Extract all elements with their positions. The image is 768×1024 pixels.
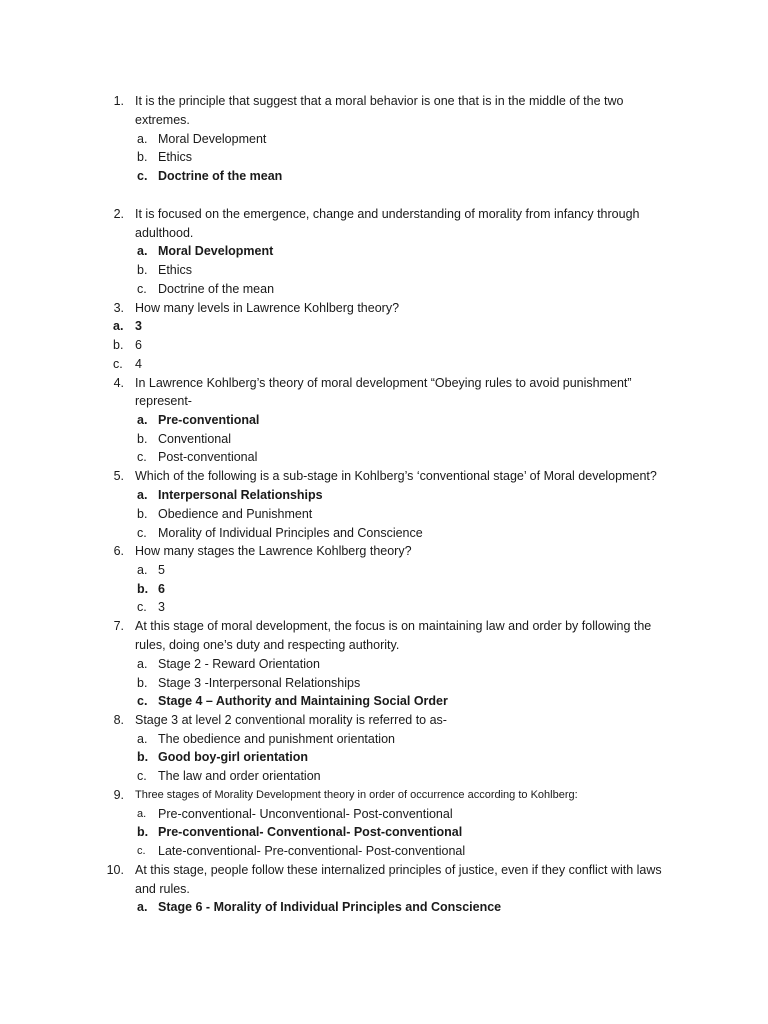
question-9-option-letter: a. [137, 808, 147, 820]
question-7-option-c: Stage 4 – Authority and Maintaining Social Order [158, 694, 448, 708]
question-4-option-letter: a. [137, 413, 148, 427]
question-3-option-a: 3 [135, 319, 142, 333]
question-9-text-line: Three stages of Morality Development theory in order of occurrence according to Kohlberg: [135, 789, 578, 801]
question-2-text-line: It is focused on the emergence, change and understanding of morality from infancy through [135, 207, 640, 221]
question-6-option-letter: a. [137, 563, 148, 577]
question-4-option-letter: b. [137, 432, 148, 446]
question-8-text-line: Stage 3 at level 2 conventional morality is referred to as- [135, 713, 447, 727]
question-6-text-line: How many stages the Lawrence Kohlberg theory? [135, 544, 412, 558]
question-1-number: 1. [113, 94, 124, 108]
question-2-number: 2. [113, 207, 124, 221]
question-3-option-letter: b. [113, 338, 124, 352]
question-1-option-letter: a. [137, 132, 148, 146]
question-8-option-letter: a. [137, 732, 148, 746]
question-9-option-b: Pre-conventional- Conventional- Post-conventional [158, 825, 463, 839]
question-4-text-line: In Lawrence Kohlberg’s theory of moral development “Obeying rules to avoid punishment” [135, 376, 632, 390]
question-5-option-letter: a. [137, 488, 148, 502]
question-7-text-line: rules, doing one’s duty and respecting authority. [135, 638, 400, 652]
question-4-option-letter: c. [137, 450, 147, 464]
question-1-option-letter: c. [137, 169, 148, 183]
question-10-option-a: Stage 6 - Morality of Individual Principles and Conscience [158, 900, 502, 914]
question-4-option-c: Post-conventional [158, 450, 258, 464]
question-10-text-line: and rules. [135, 882, 190, 896]
question-5-option-letter: b. [137, 507, 148, 521]
question-7-option-letter: c. [137, 694, 148, 708]
question-2-option-letter: b. [137, 263, 148, 277]
question-2-option-letter: c. [137, 282, 147, 296]
question-10-text-line: At this stage, people follow these internalized principles of justice, even if they conflict with laws [135, 863, 662, 877]
question-7-option-letter: b. [137, 676, 148, 690]
question-5-option-b: Obedience and Punishment [158, 507, 313, 521]
question-9-option-a: Pre-conventional- Unconventional- Post-conventional [158, 807, 453, 821]
question-1-text-line: It is the principle that suggest that a moral behavior is one that is in the middle of the two [135, 94, 624, 108]
question-4-option-a: Pre-conventional [158, 413, 260, 427]
question-2-option-letter: a. [137, 244, 148, 258]
question-8-option-b: Good boy-girl orientation [158, 750, 308, 764]
question-6-option-a: 5 [158, 563, 165, 577]
question-7-number: 7. [113, 619, 124, 633]
question-8-option-c: The law and order orientation [158, 769, 321, 783]
question-8-number: 8. [113, 713, 124, 727]
question-8-option-letter: b. [137, 750, 149, 764]
question-8-option-a: The obedience and punishment orientation [158, 732, 395, 746]
question-5-option-c: Morality of Individual Principles and Conscience [158, 526, 423, 540]
question-2-option-b: Ethics [158, 263, 193, 277]
question-3-option-letter: c. [113, 357, 123, 371]
question-3-option-b: 6 [135, 338, 142, 352]
question-3-number: 3. [113, 301, 124, 315]
question-6-option-b: 6 [158, 582, 165, 596]
question-5-text-line: Which of the following is a sub-stage in Kohlberg’s ‘conventional stage’ of Moral development? [135, 469, 657, 483]
question-9-option-c: Late-conventional- Pre-conventional- Post-conventional [158, 844, 466, 858]
question-1-option-b: Ethics [158, 150, 193, 164]
question-9-option-letter: b. [137, 825, 149, 839]
question-1-option-a: Moral Development [158, 132, 267, 146]
question-6-option-letter: b. [137, 582, 149, 596]
question-2-option-a: Moral Development [158, 244, 274, 258]
question-3-option-letter: a. [113, 319, 124, 333]
question-8-option-letter: c. [137, 769, 147, 783]
question-7-option-a: Stage 2 - Reward Orientation [158, 657, 320, 671]
question-6-number: 6. [113, 544, 124, 558]
question-5-option-letter: c. [137, 526, 147, 540]
question-1-option-c: Doctrine of the mean [158, 169, 283, 183]
question-6-option-letter: c. [137, 600, 147, 614]
question-7-option-letter: a. [137, 657, 148, 671]
question-5-option-a: Interpersonal Relationships [158, 488, 323, 502]
question-1-option-letter: b. [137, 150, 148, 164]
question-3-option-c: 4 [135, 357, 142, 371]
question-3-text-line: How many levels in Lawrence Kohlberg theory? [135, 301, 400, 315]
question-2-text-line: adulthood. [135, 226, 194, 240]
question-9-option-letter: c. [137, 845, 146, 857]
question-10-number: 10. [106, 863, 124, 877]
question-6-option-c: 3 [158, 600, 165, 614]
question-5-number: 5. [113, 469, 124, 483]
question-4-option-b: Conventional [158, 432, 231, 446]
question-10-option-letter: a. [137, 900, 148, 914]
question-7-option-b: Stage 3 -Interpersonal Relationships [158, 676, 361, 690]
question-4-number: 4. [113, 376, 124, 390]
question-4-text-line: represent- [135, 394, 192, 408]
question-9-number: 9. [113, 788, 124, 802]
question-1-text-line: extremes. [135, 113, 190, 127]
question-7-text-line: At this stage of moral development, the focus is on maintaining law and order by following the [135, 619, 652, 633]
question-2-option-c: Doctrine of the mean [158, 282, 275, 296]
